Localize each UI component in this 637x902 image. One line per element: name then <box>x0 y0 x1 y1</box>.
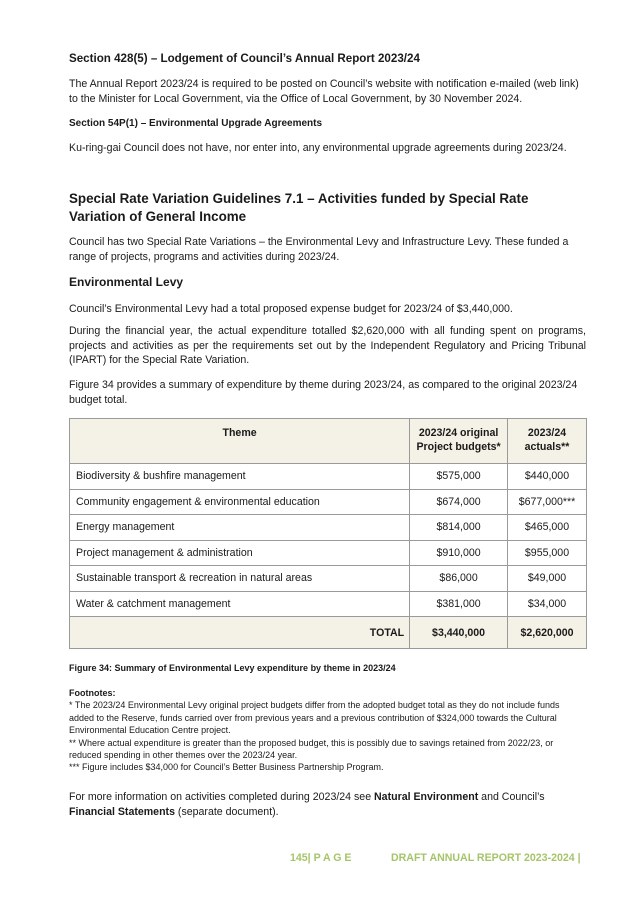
table-row <box>70 591 587 617</box>
srv-heading: Special Rate Variation Guidelines 7.1 – Activities funded by Special Rate Variation of General Income <box>69 191 529 224</box>
footer-page-number: 145| P A G E <box>290 852 352 864</box>
section-54p-body: Ku-ring-gai Council does not have, nor enter into, any environmental upgrade agreements during 2023/24. <box>69 142 567 154</box>
footnotes-heading: Footnotes: <box>69 688 116 698</box>
more-info-text: For more information on activities completed during 2023/24 see <box>69 791 375 803</box>
total-budget: $3,440,000 <box>410 617 508 649</box>
budget-cell: $910,000 <box>410 540 508 566</box>
actual-cell: $440,000 <box>508 464 587 490</box>
budget-cell: $381,000 <box>410 591 508 617</box>
total-label: TOTAL <box>70 617 410 649</box>
table-header-row <box>70 419 587 464</box>
more-info-text: (separate document). <box>174 805 279 818</box>
footnote-3: *** Figure includes $34,000 for Council’s Better Business Partnership Program. <box>69 762 384 773</box>
column-header-actuals: 2023/24 actuals** <box>508 419 587 464</box>
table-row <box>70 464 587 490</box>
table-row <box>70 540 587 566</box>
table-row <box>70 515 587 541</box>
footer-report-title: DRAFT ANNUAL REPORT 2023-2024 | <box>391 852 581 864</box>
theme-cell: Project management & administration <box>70 540 410 566</box>
actual-cell: $49,000 <box>508 566 587 592</box>
env-levy-paragraph-3: Figure 34 provides a summary of expenditure by theme during 2023/24, as compared to the original 2023/24 budget total. <box>69 379 578 406</box>
figure-caption: Figure 34: Summary of Environmental Levy expenditure by theme in 2023/24 <box>69 663 396 673</box>
footnote-1: * The 2023/24 Environmental Levy original project budgets differ from the adopted budget total as they do not include funds added to the Reserve, funds carried over from previous years and a previous contribution of $324,000 towards the Cultural Environmental Education Centre project. <box>69 700 560 736</box>
section-428-heading: Section 428(5) – Lodgement of Council’s Annual Report 2023/24 <box>69 52 420 65</box>
actual-cell: $34,000 <box>508 591 587 617</box>
actual-cell: $465,000 <box>508 515 587 541</box>
section-428-body: The Annual Report 2023/24 is required to be posted on Council’s website with notification e-mailed (web link) to the Minister for Local Government, via the Office of Local Government, by 30 November 2024. <box>69 78 579 105</box>
budget-cell: $814,000 <box>410 515 508 541</box>
theme-cell: Biodiversity & bushfire management <box>70 464 410 490</box>
env-levy-paragraph-1: Council’s Environmental Levy had a total proposed expense budget for 2023/24 of $3,440,000. <box>69 303 513 315</box>
theme-cell: Water & catchment management <box>70 591 410 617</box>
column-header-budget: 2023/24 original Project budgets* <box>410 419 508 464</box>
srv-intro: Council has two Special Rate Variations – the Environmental Levy and Infrastructure Levy. These funded a range of projects, programs and activities during 2023/24. <box>69 236 569 263</box>
theme-cell: Sustainable transport & recreation in natural areas <box>70 566 410 592</box>
actual-cell: $677,000*** <box>508 489 587 515</box>
env-levy-paragraph-2: During the financial year, the actual expenditure totalled $2,620,000 with all funding spent on programs, projects and activities as per the requirements set out by the Independent Regulatory and Pricing Tribunal (IPART) for the Special Rate Variation. <box>69 325 586 367</box>
theme-cell: Community engagement & environmental education <box>70 489 410 515</box>
natural-environment-ref: Natural Environment <box>374 791 479 803</box>
budget-cell: $86,000 <box>410 566 508 592</box>
section-54p-heading: Section 54P(1) – Environmental Upgrade Agreements <box>69 118 323 129</box>
table-total-row <box>70 617 587 649</box>
more-info-text: and Council’s <box>478 791 545 803</box>
table-row <box>70 489 587 515</box>
footnotes <box>69 687 586 774</box>
total-actual: $2,620,000 <box>508 617 587 649</box>
footnote-2: ** Where actual expenditure is greater than the proposed budget, this is possibly due to savings retained from 2022/23, or reduced spending in other themes over the 2023/24 year. <box>69 737 554 761</box>
financial-statements-ref: Financial Statements <box>69 805 175 818</box>
table-row <box>70 566 587 592</box>
theme-cell: Energy management <box>70 515 410 541</box>
budget-cell: $674,000 <box>410 489 508 515</box>
column-header-theme: Theme <box>70 419 410 464</box>
actual-cell: $955,000 <box>508 540 587 566</box>
expenditure-table <box>69 418 587 649</box>
environmental-levy-heading: Environmental Levy <box>69 275 184 289</box>
more-info-paragraph <box>69 790 586 819</box>
budget-cell: $575,000 <box>410 464 508 490</box>
